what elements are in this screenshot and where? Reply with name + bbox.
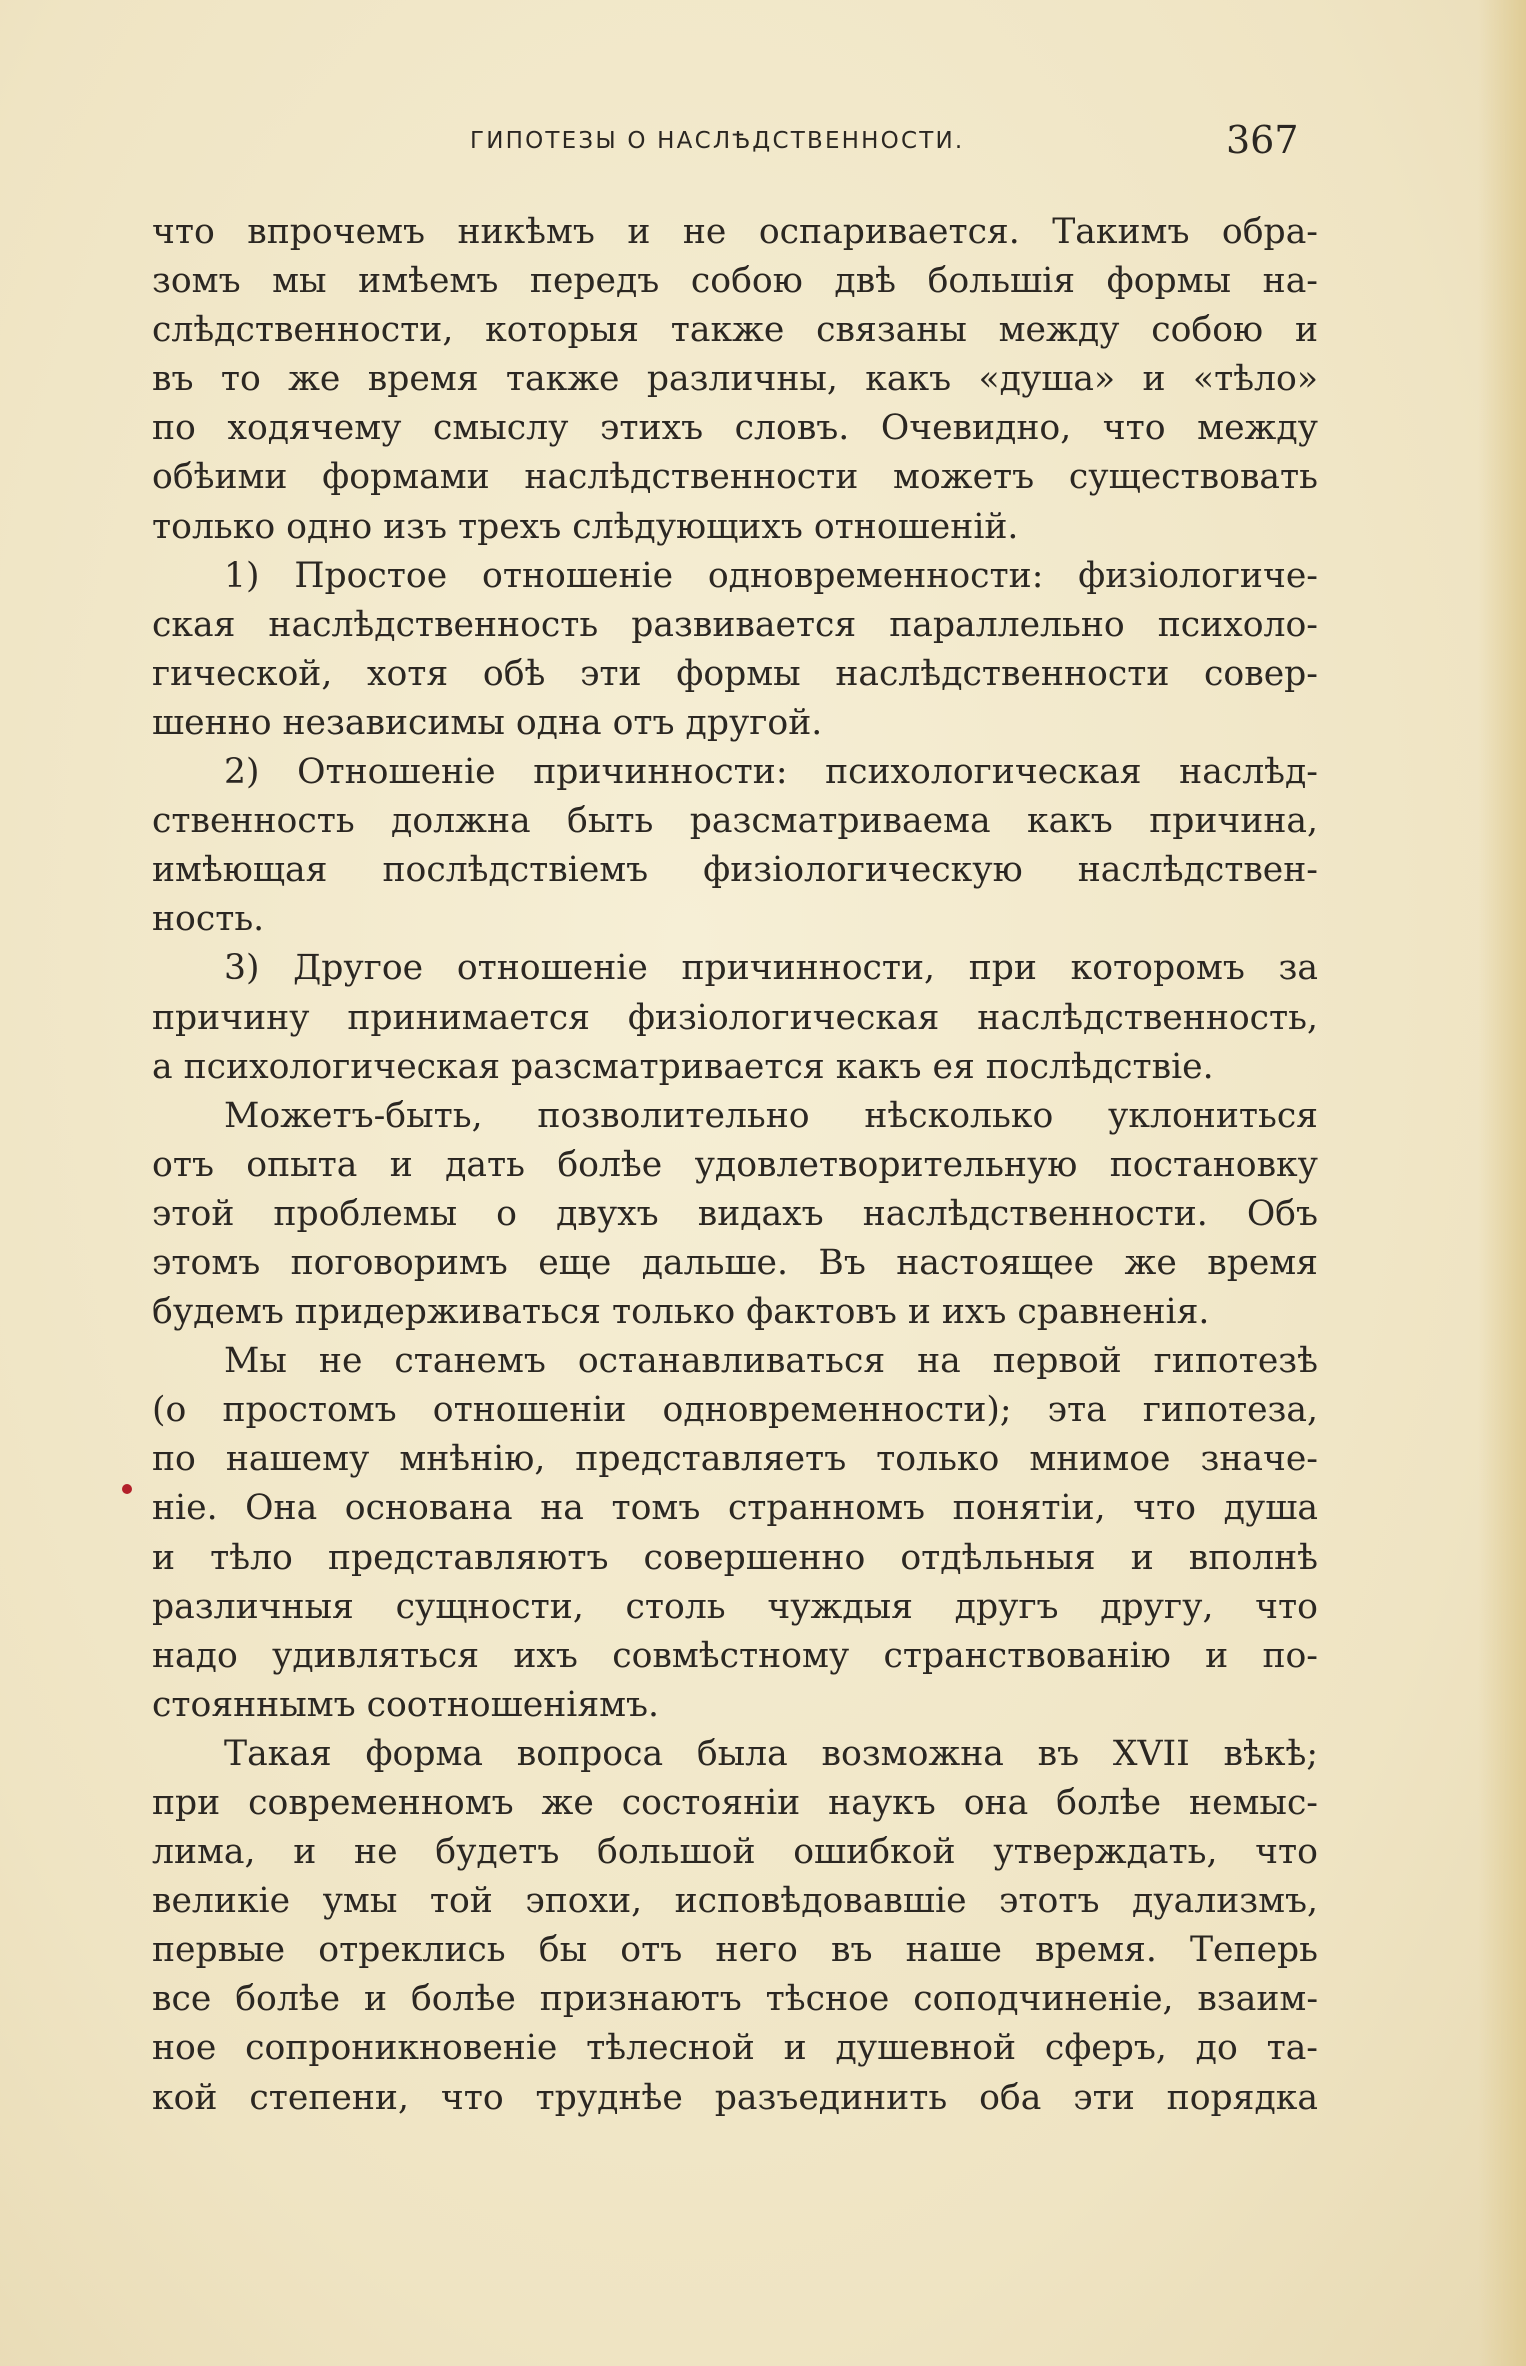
text-line: и тѣло представляютъ совершенно отдѣльныя и вполнѣ — [152, 1537, 1318, 1578]
text-line: великіе умы той эпохи, исповѣдовавшіе этотъ дуализмъ, — [152, 1881, 1318, 1922]
text-line: все болѣе и болѣе признаютъ тѣсное соподчиненіе, взаим- — [152, 1979, 1318, 2020]
text-line: ное сопроникновеніе тѣлесной и душевной сферъ, до та- — [152, 2028, 1318, 2069]
text-line: зомъ мы имѣемъ передъ собою двѣ большія формы на- — [152, 261, 1318, 302]
text-line: обѣими формами наслѣдственности можетъ существовать — [152, 457, 1318, 498]
text-line: этой проблемы о двухъ видахъ наслѣдственности. Объ — [152, 1193, 1318, 1234]
margin-ink-dot — [122, 1484, 132, 1494]
text-line: слѣдственности, которыя также связаны между собою и — [152, 310, 1318, 351]
text-line: только одно изъ трехъ слѣдующихъ отношеній. — [152, 506, 1019, 547]
text-line: причину принимается физіологическая наслѣдственность, — [152, 997, 1318, 1038]
text-line: 3) Другое отношеніе причинности, при которомъ за — [224, 948, 1318, 989]
page-number: 367 — [1226, 118, 1299, 162]
text-line: ственность должна быть разсматриваема какъ причина, — [152, 801, 1318, 842]
text-line: ская наслѣдственность развивается параллельно психоло- — [152, 604, 1318, 645]
text-line: шенно независимы одна отъ другой. — [152, 702, 823, 743]
page-edge-shadow — [1478, 0, 1526, 2366]
text-line: въ то же время также различны, какъ «душа» и «тѣло» — [152, 359, 1318, 400]
text-line: различныя сущности, столь чуждыя другъ другу, что — [152, 1586, 1318, 1627]
text-line: гической, хотя обѣ эти формы наслѣдственности совер- — [152, 653, 1318, 694]
running-head: ГИПОТЕЗЫ О НАСЛѢДСТВЕННОСТИ. — [470, 128, 965, 154]
text-line: 1) Простое отношеніе одновременности: физіологиче- — [224, 555, 1318, 596]
text-line: по ходячему смыслу этихъ словъ. Очевидно, что между — [152, 408, 1318, 449]
body-text — [152, 208, 1318, 2123]
text-line: Можетъ-быть, позволительно нѣсколько уклониться — [224, 1095, 1318, 1136]
text-line: стояннымъ соотношеніямъ. — [152, 1684, 660, 1725]
text-line: будемъ придерживаться только фактовъ и ихъ сравненія. — [152, 1292, 1210, 1333]
text-line: 2) Отношеніе причинности: психологическая наслѣд- — [224, 752, 1318, 793]
text-line: Мы не станемъ останавливаться на первой гипотезѣ — [224, 1341, 1318, 1382]
text-line: ніе. Она основана на томъ странномъ понятіи, что душа — [152, 1488, 1318, 1529]
text-line: отъ опыта и дать болѣе удовлетворительную постановку — [152, 1144, 1318, 1185]
text-line: (о простомъ отношеніи одновременности); эта гипотеза, — [152, 1390, 1318, 1431]
text-line: при современномъ же состояніи наукъ она болѣе немыс- — [152, 1783, 1318, 1823]
text-line: этомъ поговоримъ еще дальше. Въ настоящее же время — [152, 1242, 1318, 1283]
text-line: по нашему мнѣнію, представляетъ только мнимое значе- — [152, 1439, 1318, 1480]
text-line: надо удивляться ихъ совмѣстному странствованію и по- — [152, 1635, 1318, 1676]
text-line: Такая форма вопроса была возможна въ XVII вѣкѣ; — [224, 1733, 1318, 1774]
text-line: что впрочемъ никѣмъ и не оспаривается. Такимъ обра- — [152, 212, 1318, 252]
text-line: ность. — [152, 899, 265, 940]
text-line: кой степени, что труднѣе разъединить оба эти порядка — [152, 2077, 1318, 2118]
text-line: лима, и не будетъ большой ошибкой утверждать, что — [152, 1832, 1318, 1873]
text-line: имѣющая послѣдствіемъ физіологическую наслѣдствен- — [152, 850, 1318, 891]
text-line: первые отреклись бы отъ него въ наше время. Теперь — [152, 1930, 1318, 1971]
text-line: а психологическая разсматривается какъ ея послѣдствіе. — [152, 1046, 1214, 1087]
